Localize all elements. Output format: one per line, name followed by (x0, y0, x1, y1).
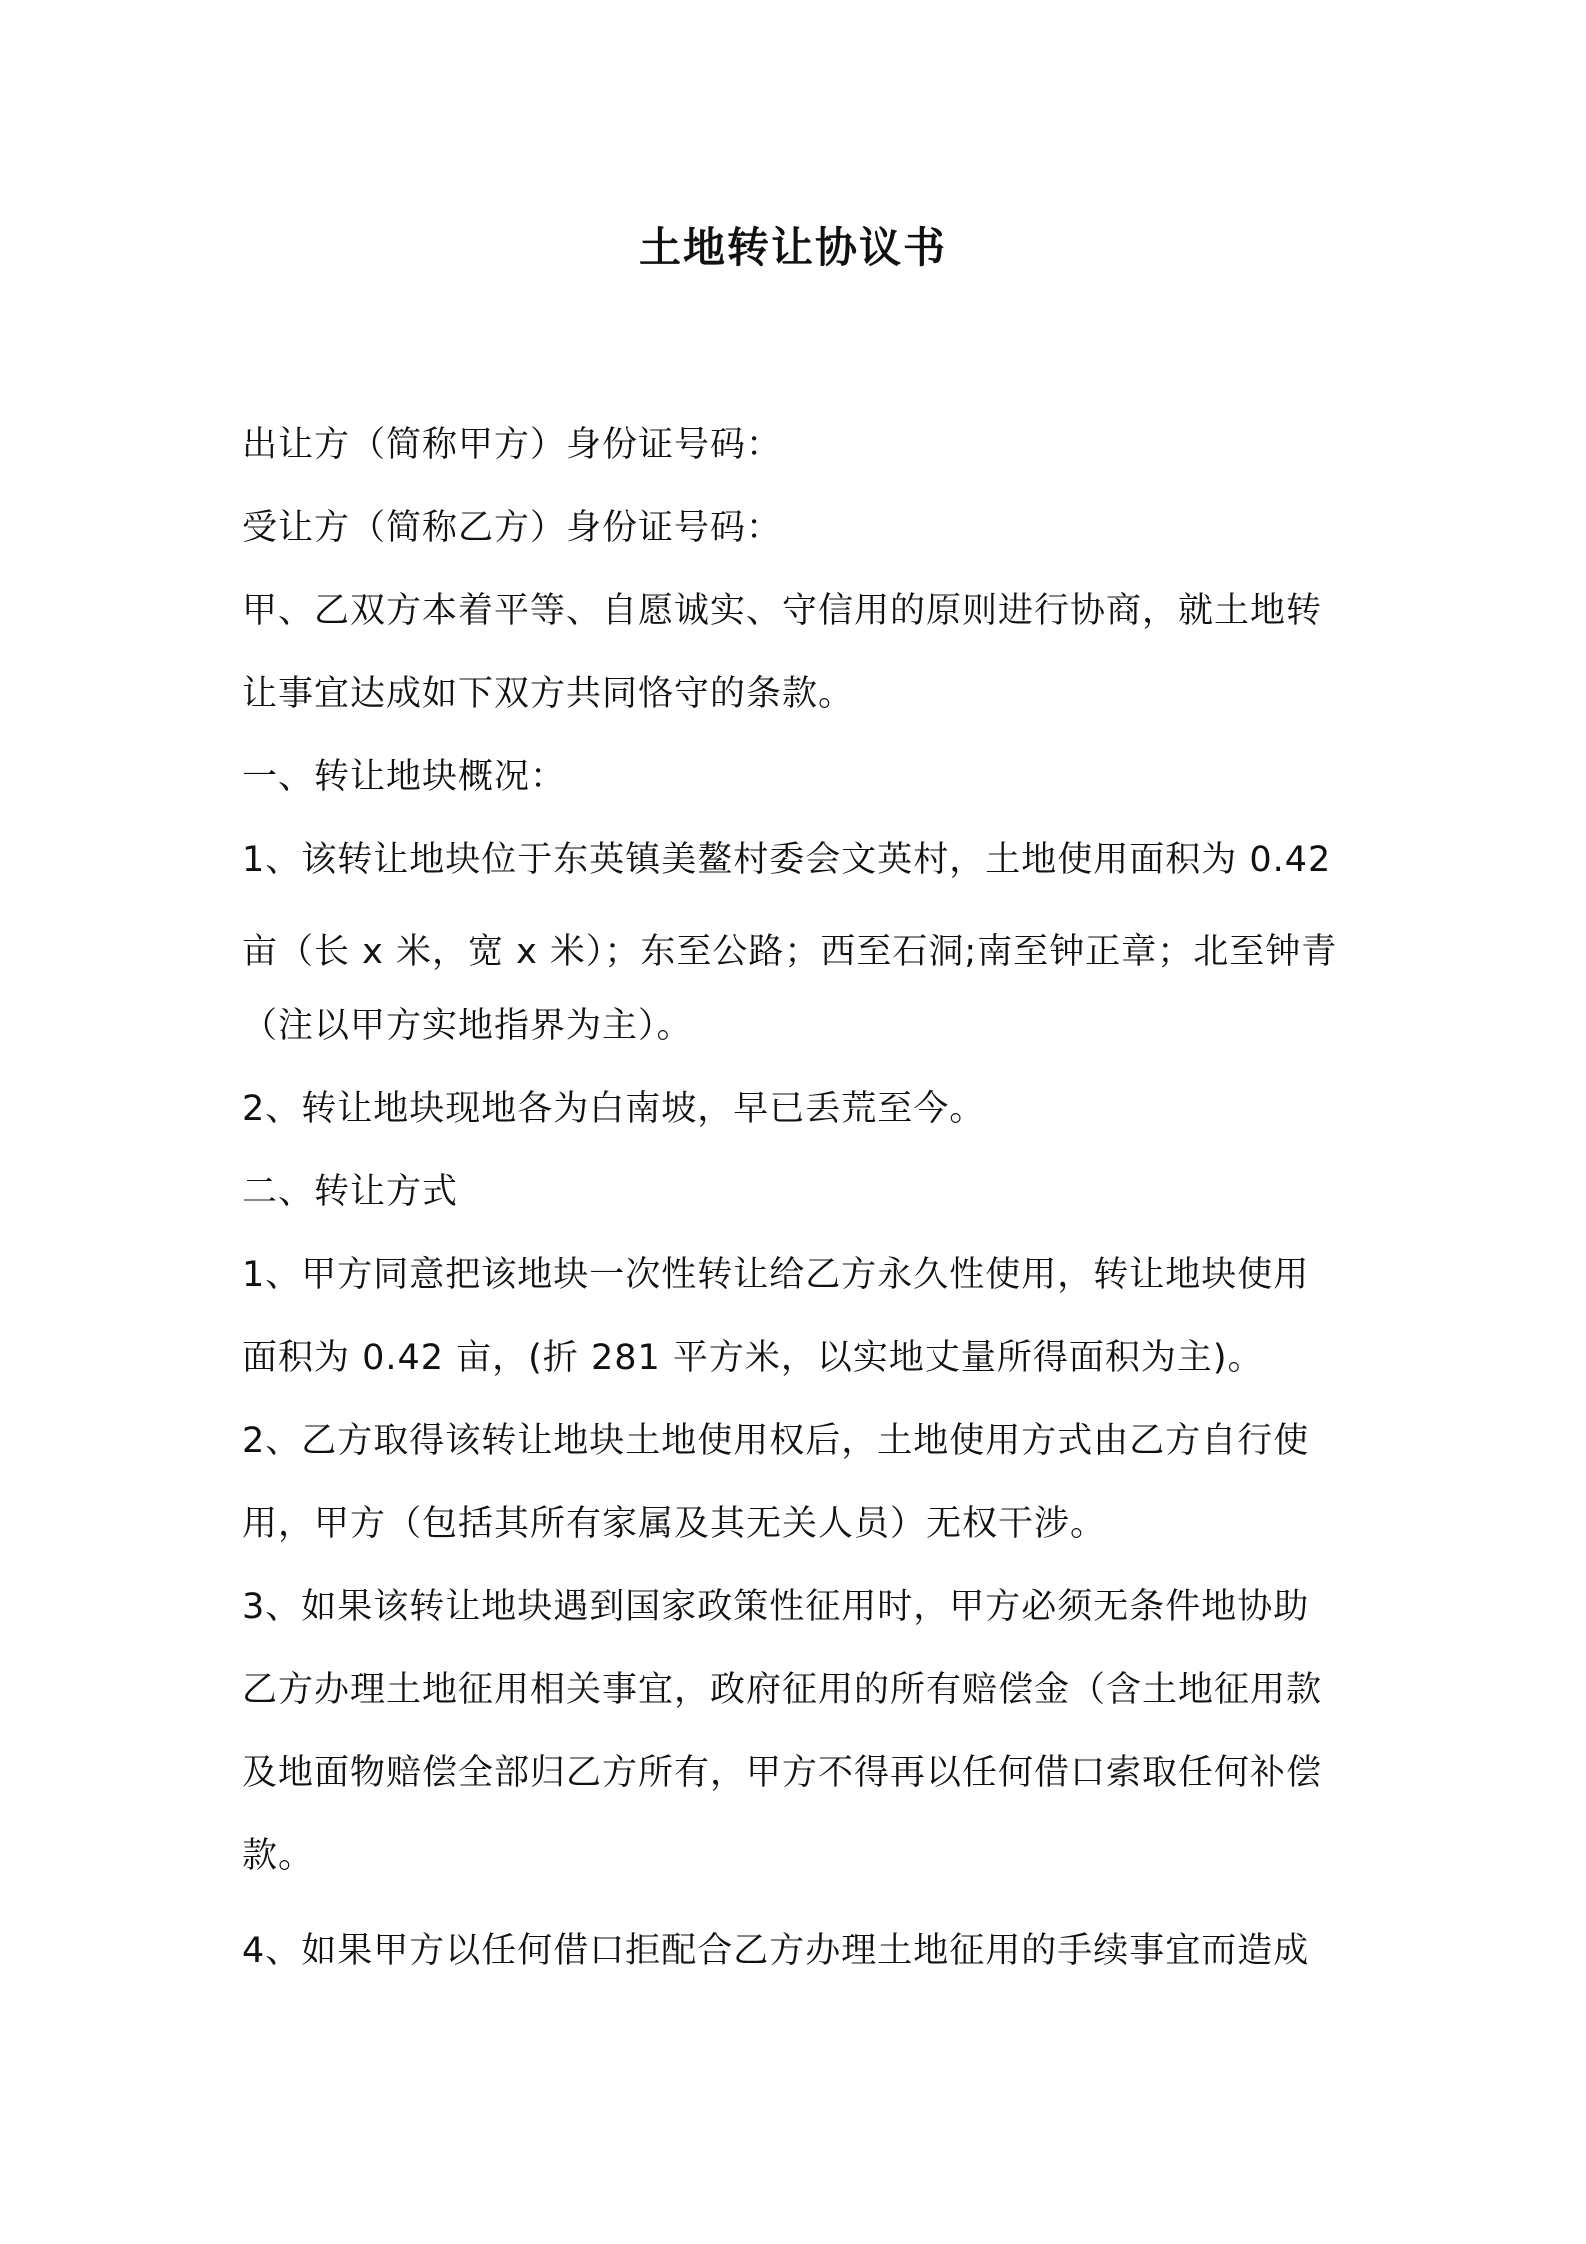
clause-1-1-line-1: 1、该转让地块位于东英镇美鳌村委会文英村，土地使用面积为 0.42 (242, 840, 1332, 880)
clause-2-1-line-2: 面积为 0.42 亩，(折 281 平方米，以实地丈量所得面积为主)。 (242, 1338, 1264, 1378)
clause-2-2-line-1: 2、乙方取得该转让地块土地使用权后，土地使用方式由乙方自行使 (242, 1421, 1310, 1461)
clause-1-1-line-3: （注以甲方实地指界为主）。 (242, 1006, 693, 1046)
preamble-line-1: 甲、乙双方本着平等、自愿诚实、守信用的原则进行协商，就土地转 (242, 591, 1323, 631)
clause-2-1-line-1: 1、甲方同意把该地块一次性转让给乙方永久性使用，转让地块使用 (242, 1255, 1310, 1295)
clause-2-2-line-2: 用，甲方（包括其所有家属及其无关人员）无权干涉。 (242, 1504, 1107, 1544)
clause-2-4-line-1: 4、如果甲方以任何借口拒配合乙方办理土地征用的手续事宜而造成 (242, 1931, 1310, 1971)
clause-1-2: 2、转让地块现地各为白南坡，早已丢荒至今。 (242, 1089, 986, 1129)
clause-1-1-line-2: 亩（长 x 米，宽 x 米）；东至公路；西至石洞;南至钟正章；北至钟青 (242, 932, 1338, 972)
section-2-heading: 二、转让方式 (242, 1172, 459, 1212)
clause-2-3-line-2: 乙方办理土地征用相关事宜，政府征用的所有赔偿金（含土地征用款 (242, 1670, 1323, 1710)
document-title: 土地转让协议书 (638, 223, 947, 272)
clause-2-3-line-3: 及地面物赔偿全部归乙方所有，甲方不得再以任何借口索取任何补偿 (242, 1753, 1323, 1793)
section-1-heading: 一、转让地块概况： (242, 757, 567, 797)
document-body (242, 404, 1352, 1993)
clause-2-3-line-1: 3、如果该转让地块遇到国家政策性征用时，甲方必须无条件地协助 (242, 1587, 1310, 1627)
party-a-line: 出让方（简称甲方）身份证号码： (242, 425, 783, 465)
preamble-line-2: 让事宜达成如下双方共同恪守的条款。 (242, 674, 855, 714)
clause-2-3-line-4: 款。 (242, 1836, 315, 1876)
party-b-line: 受让方（简称乙方）身份证号码： (242, 508, 783, 548)
